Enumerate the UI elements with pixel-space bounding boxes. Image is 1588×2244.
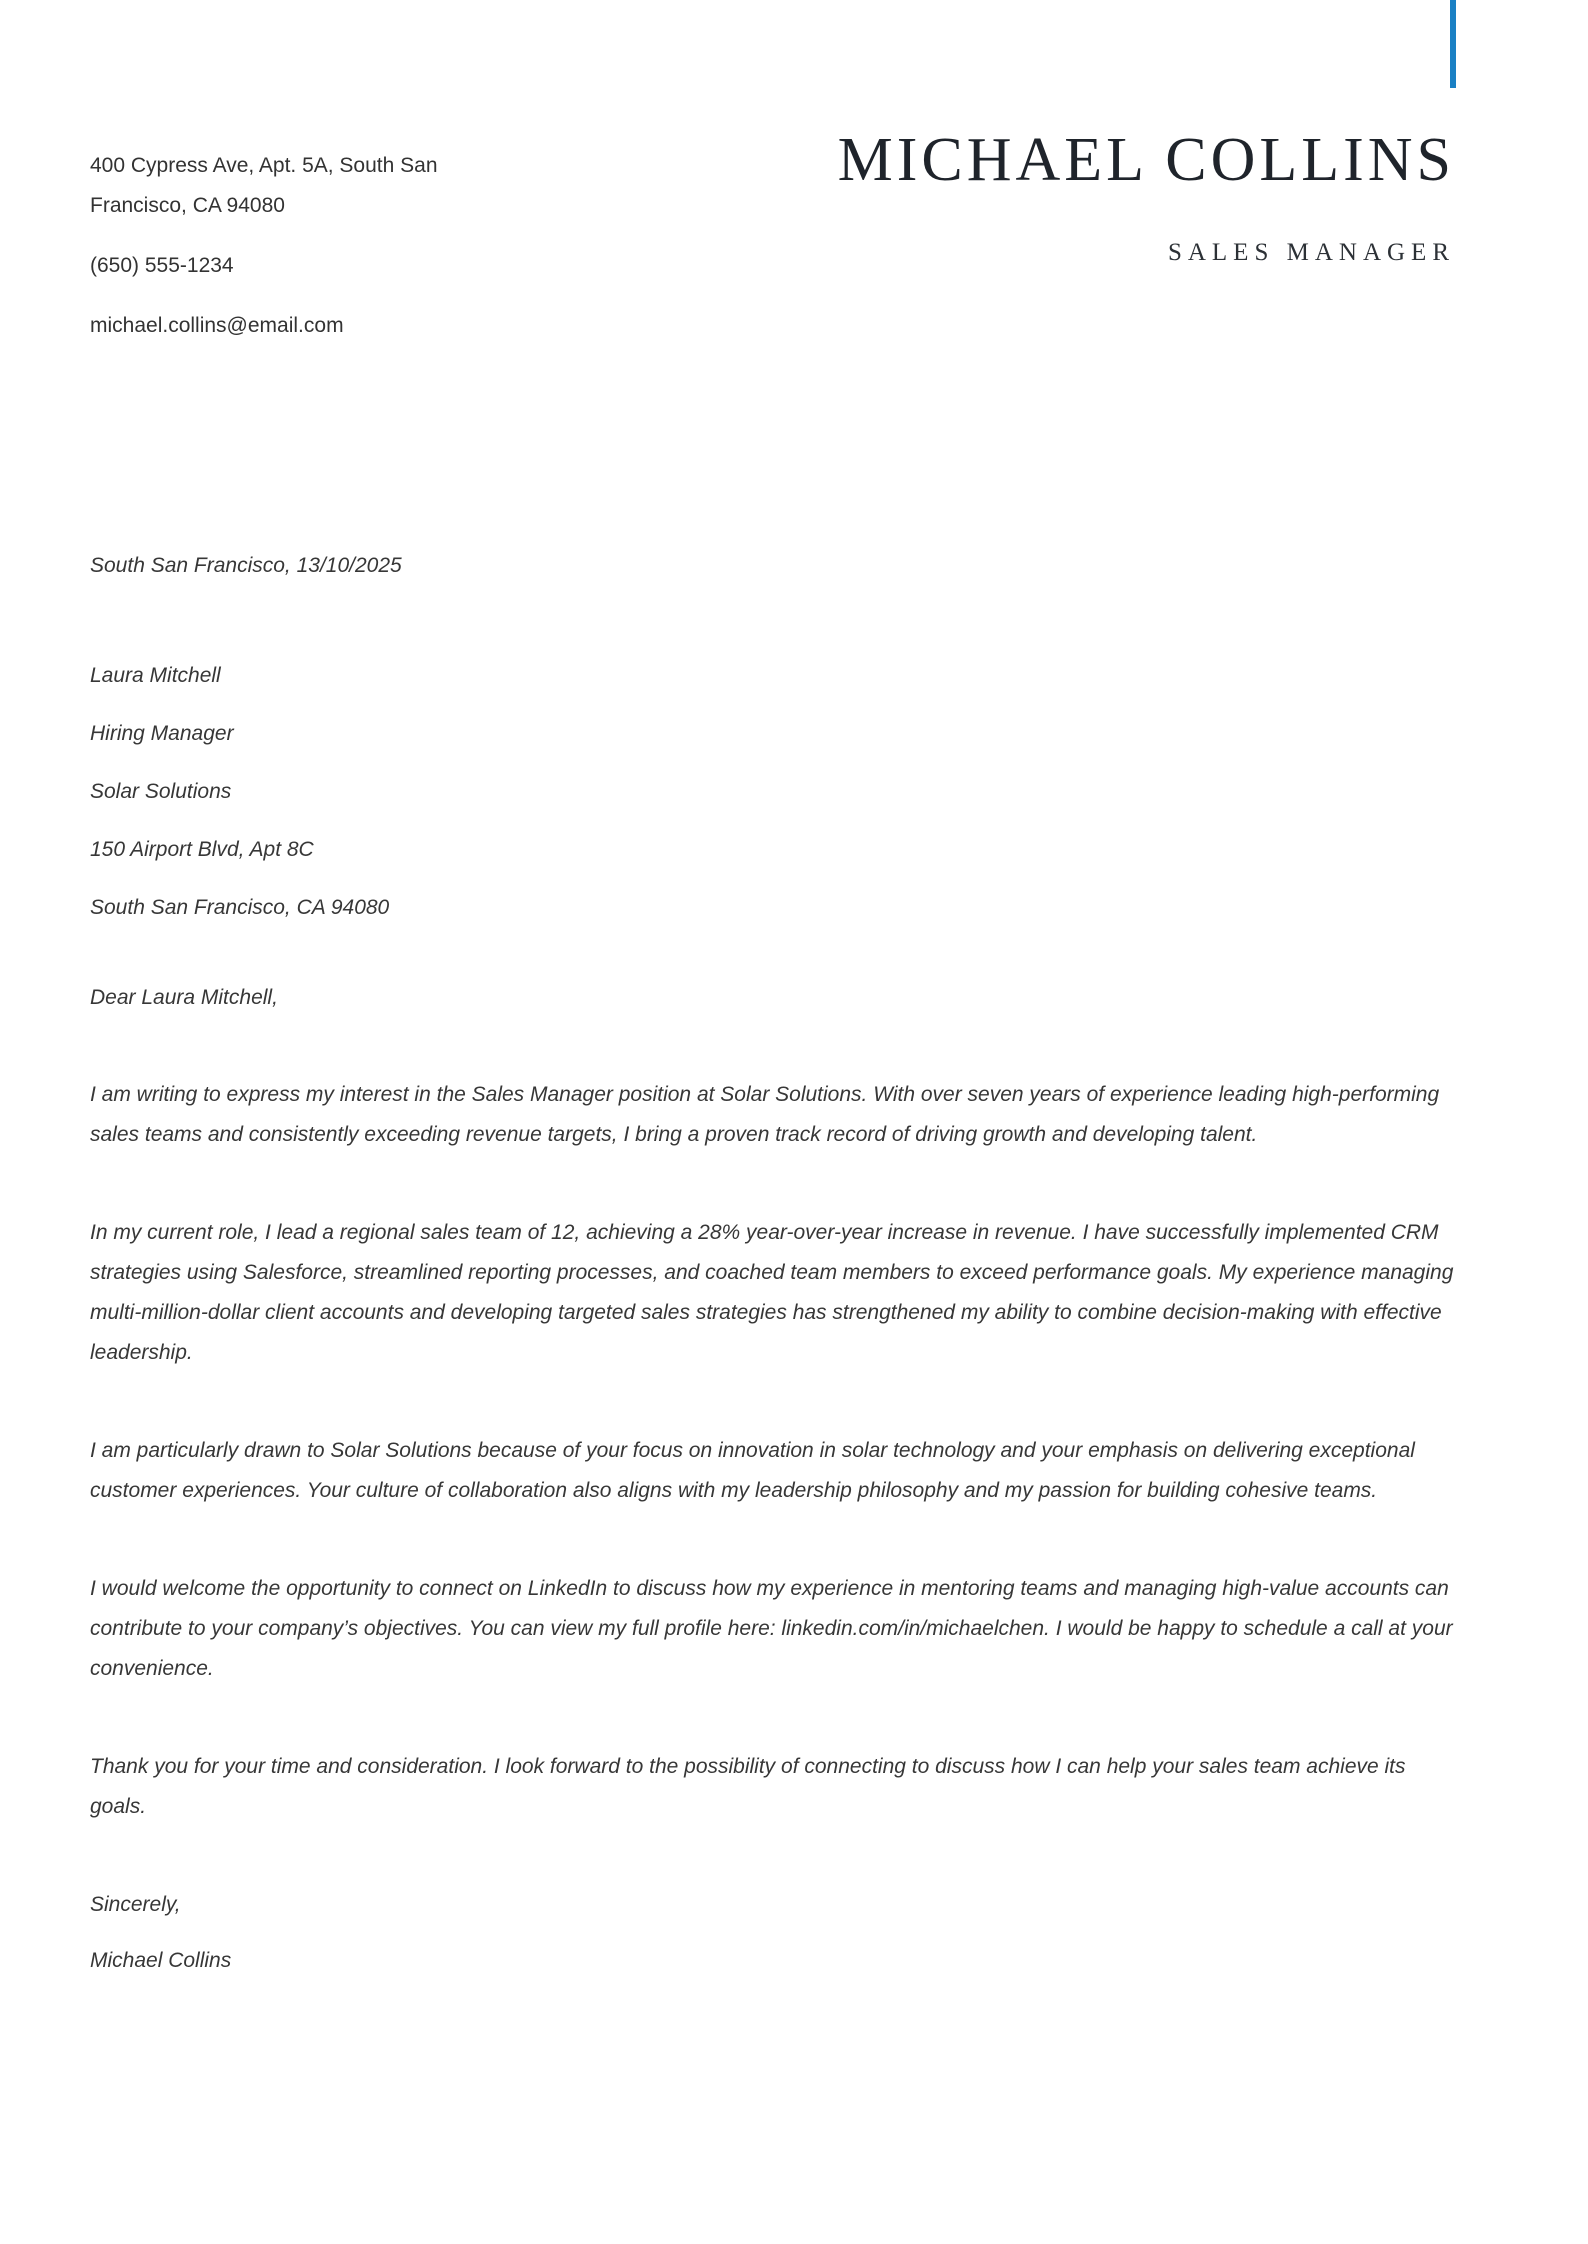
recipient-name: Laura Mitchell bbox=[90, 664, 221, 687]
letter-date: South San Francisco, 13/10/2025 bbox=[90, 554, 402, 577]
recipient-company: Solar Solutions bbox=[90, 780, 232, 803]
recipient-city: South San Francisco, CA 94080 bbox=[90, 896, 390, 919]
signature: Michael Collins bbox=[90, 1949, 232, 1972]
greeting: Dear Laura Mitchell, bbox=[90, 986, 278, 1009]
recipient-block bbox=[90, 656, 1455, 928]
contact-address-line-2: Francisco, CA 94080 bbox=[90, 194, 285, 217]
contact-phone: (650) 555-1234 bbox=[90, 254, 234, 277]
recipient-street: 150 Airport Blvd, Apt 8C bbox=[90, 838, 314, 861]
paragraph-thanks: Thank you for your time and consideration. I look forward to the possibility of connecting to discuss how I can help your sales team achieve its goals. bbox=[90, 1755, 1406, 1818]
page-title-name: MICHAEL COLLINS bbox=[837, 126, 1455, 194]
paragraph-company-fit: I am particularly drawn to Solar Solutions because of your focus on innovation in solar technology and your emphasis on delivering exceptional customer experiences. Your culture of collaboration also aligns with my leadership philosophy and my passion for building cohesive teams. bbox=[90, 1439, 1415, 1502]
job-title: SALES MANAGER bbox=[1167, 239, 1455, 267]
contact-block bbox=[90, 146, 490, 346]
recipient-title: Hiring Manager bbox=[90, 722, 234, 745]
paragraph-intro: I am writing to express my interest in the Sales Manager position at Solar Solutions. With over seven years of experience leading high-performing sales teams and consistently exceeding revenue targets, I bring a proven track record of driving growth and developing talent. bbox=[90, 1083, 1440, 1146]
paragraph-linkedin: I would welcome the opportunity to connect on LinkedIn to discuss how my experience in mentoring teams and managing high-value accounts can contribute to your company’s objectives. You can view my full profile here: linkedin.com/in/michaelchen. I would be happy to schedule a call at your convenience. bbox=[90, 1577, 1453, 1680]
closing: Sincerely, bbox=[90, 1893, 181, 1916]
identity-block bbox=[838, 123, 1455, 267]
contact-email: michael.collins@email.com bbox=[90, 314, 344, 337]
paragraph-current-role: In my current role, I lead a regional sales team of 12, achieving a 28% year-over-year increase in revenue. I have successfully implemented CRM strategies using Salesforce, streamlined reporting processes, and coached team members to exceed performance goals. My experience managing multi-million-dollar client accounts and developing targeted sales strategies has strengthened my ability to combine decision-making with effective leadership. bbox=[90, 1221, 1454, 1364]
contact-address-line-1: 400 Cypress Ave, Apt. 5A, South San bbox=[90, 154, 438, 177]
letter-body bbox=[90, 546, 1455, 1981]
accent-bar bbox=[1450, 0, 1456, 88]
